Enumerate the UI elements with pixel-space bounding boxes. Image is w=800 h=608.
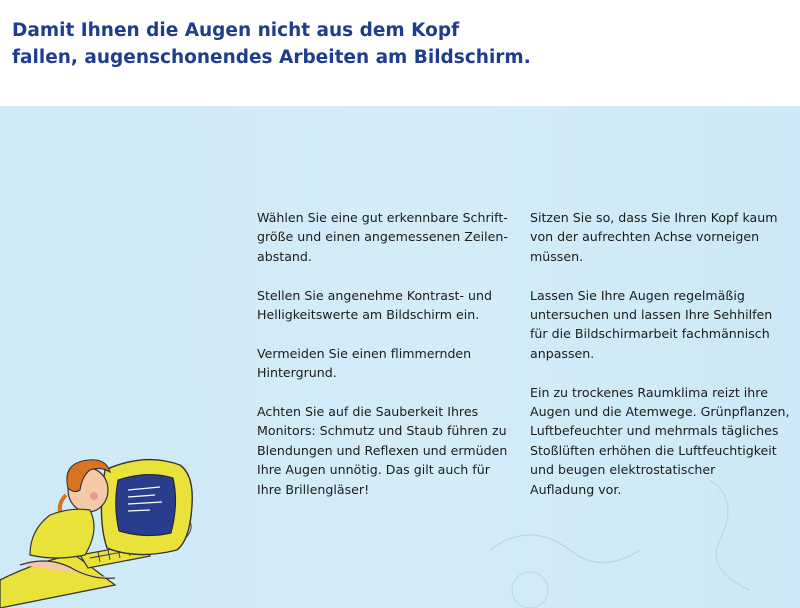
text-line: für die Bildschirmarbeit fachmännisch xyxy=(530,326,770,342)
title-line-2: fallen, augenschonendes Arbeiten am Bildschirm. xyxy=(12,47,531,68)
text-line: Aufladung vor. xyxy=(530,481,622,497)
text-line: Ihre Augen unnötig. Das gilt auch für xyxy=(257,462,490,478)
text-line: Achten Sie auf die Sauberkeit Ihres xyxy=(257,404,479,420)
text-line: Luftbefeuchter und mehrmals tägliches xyxy=(530,423,779,439)
text-line: Stellen Sie angenehme Kontrast- und xyxy=(257,287,492,303)
person-at-computer-illustration xyxy=(0,440,230,608)
text-line: untersuchen und lassen Ihre Sehhilfen xyxy=(530,307,773,323)
tips-right-column xyxy=(530,208,798,518)
text-line: müssen. xyxy=(530,248,584,264)
text-line: Lassen Sie Ihre Augen regelmäßig xyxy=(530,287,745,303)
text-line: Monitors: Schmutz und Staub führen zu xyxy=(257,423,507,439)
text-line: Helligkeitswerte am Bildschirm ein. xyxy=(257,307,480,323)
tip-room-climate xyxy=(530,383,798,499)
text-line: Wählen Sie eine gut erkennbare Schrift- xyxy=(257,210,508,225)
text-line: Stoßlüften erhöhen die Luftfeuchtigkeit xyxy=(530,442,777,458)
tip-posture xyxy=(530,208,798,266)
text-line: größe und einen angemessenen Zeilen- xyxy=(257,229,508,245)
page-title xyxy=(12,17,572,71)
tip-contrast xyxy=(257,286,519,325)
text-line: Ihre Brillengläser! xyxy=(257,481,370,497)
text-line: Augen und die Atemwege. Grünpflanzen, xyxy=(530,404,790,420)
text-line: Ein zu trockenes Raumklima reizt ihre xyxy=(530,384,768,400)
text-line: von der aufrechten Achse vorneigen xyxy=(530,229,760,245)
tip-background xyxy=(257,344,519,383)
header xyxy=(0,0,800,106)
text-line: anpassen. xyxy=(530,345,595,361)
tip-cleanliness xyxy=(257,402,519,499)
text-line: Blendungen und Reflexen und ermüden xyxy=(257,442,508,458)
tip-eye-exam xyxy=(530,286,798,364)
tip-font-size xyxy=(257,208,519,266)
text-line: und beugen elektrostatischer xyxy=(530,462,716,478)
title-line-1: Damit Ihnen die Augen nicht aus dem Kopf xyxy=(12,20,460,41)
text-line: Hintergrund. xyxy=(257,365,337,381)
text-line: Sitzen Sie so, dass Sie Ihren Kopf kaum xyxy=(530,210,778,225)
text-line: Vermeiden Sie einen flimmernden xyxy=(257,345,472,361)
text-line: abstand. xyxy=(257,248,312,264)
tips-left-column xyxy=(257,208,519,518)
